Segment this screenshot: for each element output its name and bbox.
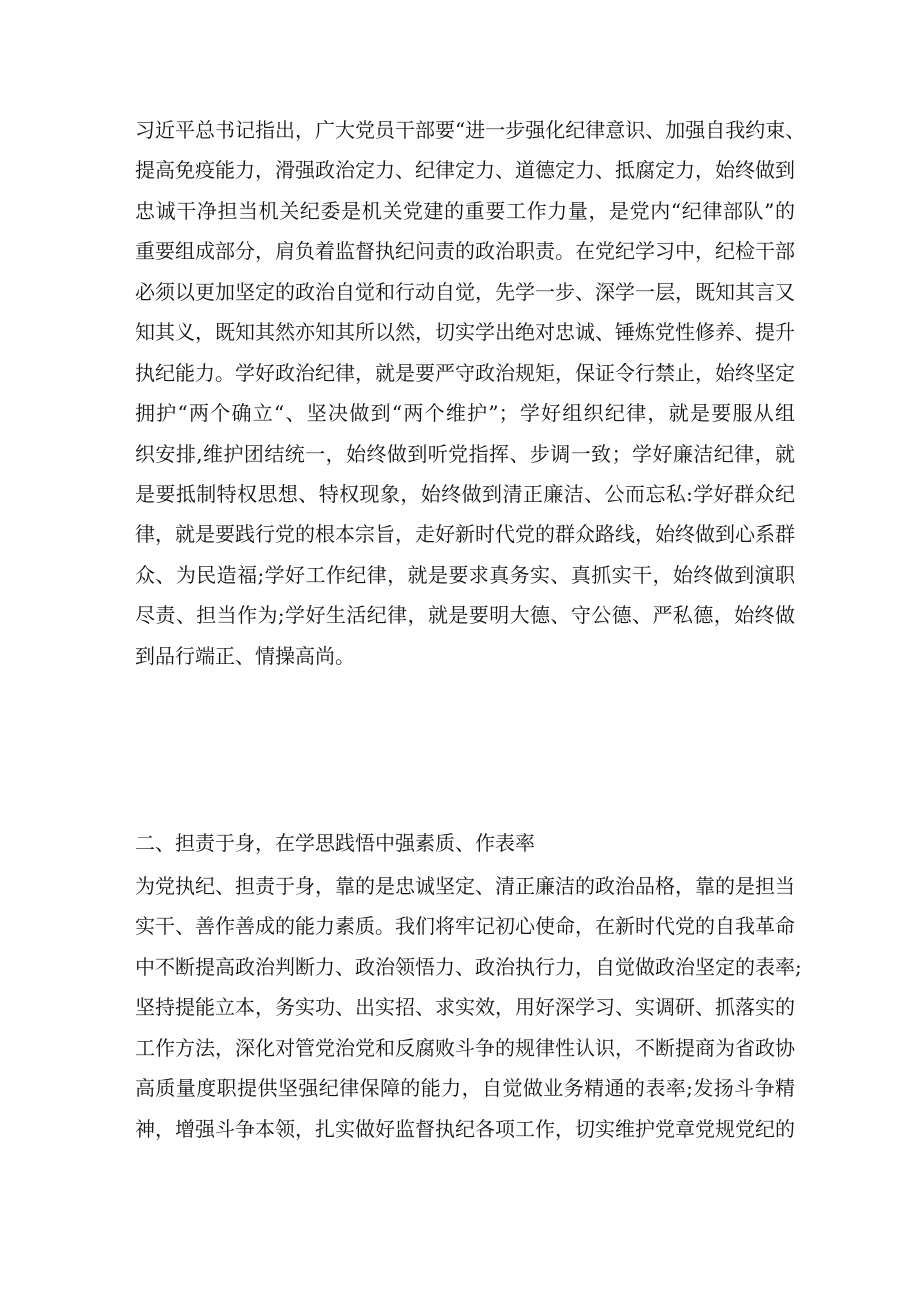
text-line: 执纪能力。学好政治纪律，就是要严守政治规矩，保证令行禁止，始终坚定 [135, 360, 795, 385]
paragraph-discipline-study [135, 110, 806, 676]
text-line: 尽责、担当作为;学好生活纪律，就是要明大德、守公德、严私德，始终做 [135, 603, 795, 628]
text-line: 坚持提能立本，务实功、出实招、求实效，用好深学习、实调研、抓落实的 [135, 995, 795, 1020]
text-line: 中不断提高政治判断力、政治领悟力、政治执行力，自觉做政治坚定的表率; [135, 954, 802, 979]
text-line: 重要组成部分，肩负着监督执纪问责的政治职责。在党纪学习中，纪检干部 [135, 239, 795, 264]
paragraph-responsibility [135, 866, 802, 1149]
text-line: 工作方法，深化对管党治党和反腐败斗争的规律性认识，不断提商为省政协 [135, 1035, 795, 1060]
text-line: 实干、善作善成的能力素质。我们将牢记初心使命，在新时代党的自我革命 [135, 914, 795, 939]
text-line: 忠诚干净担当机关纪委是机关党建的重要工作力量，是党内“纪律部队”的 [135, 198, 795, 223]
text-line: 提高免疫能力，滑强政治定力、纪律定力、道德定力、抵腐定力，始终做到 [135, 158, 795, 183]
text-line: 众、为民造福;学好工作纪律，就是要求真务实、真抓实干，始终做到演职 [135, 562, 795, 587]
section-heading-text: 二、担责于身，在学思践悟中强素质、作表率 [135, 831, 535, 855]
text-line: 为党执纪、担责于身，靠的是忠诚坚定、清正廉洁的政治品格，靠的是担当 [135, 874, 795, 898]
text-line: 到品行端正、情操高尚。 [135, 643, 355, 668]
text-line: 拥护“两个确立“、坚决做到“两个维护”；学好组织纪律，就是要服从组 [135, 401, 795, 426]
section-heading [135, 823, 795, 863]
text-line: 律，就是要践行党的根本宗旨，走好新时代党的群众路线，始终做到心系群 [135, 522, 795, 547]
text-line: 知其义，既知其然亦知其所以然，切实学出绝对忠诚、锤炼党性修养、提升 [135, 320, 795, 345]
text-line: 织安排,维护团结统一，始终做到听党指挥、步调一致；学好廉洁纪律，就 [135, 441, 795, 466]
text-line: 神，增强斗争本领，扎实做好监督执纪各项工作，切实维护党章党规党纪的 [135, 1116, 795, 1141]
text-line: 是要抵制特权思想、特权现象，始终做到清正廉洁、公而忘私:学好群众纪 [135, 481, 795, 506]
text-line: 习近平总书记指出，广大党员干部要“进一步强化纪律意识、加强自我约束、 [135, 118, 806, 142]
text-line: 高质量度职提供坚强纪律保障的能力，自觉做业务精通的表率;发扬斗争精 [135, 1076, 795, 1101]
text-line: 必须以更加坚定的政治自觉和行动自觉，先学一步、深学一层，既知其言又 [135, 279, 795, 304]
